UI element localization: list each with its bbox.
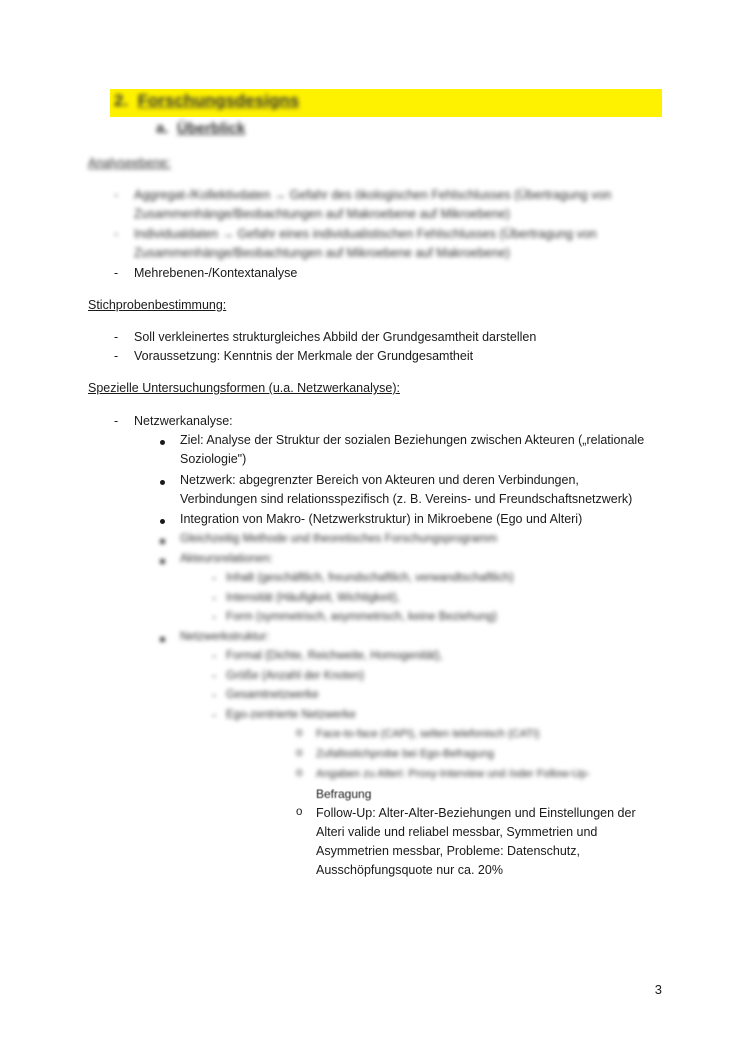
circle-bullet-icon: o [296, 727, 303, 739]
circle-bullet-icon: o [296, 806, 303, 818]
relation-item-2: Intensität (Häufigkeit, Wichtigkeit), [226, 592, 400, 604]
dash-marker: - [114, 227, 119, 241]
ego-item-3-cont: Befragung [316, 787, 372, 801]
dash-marker: - [212, 708, 217, 722]
ego-item-1: Face-to-face (CAPI), selten telefonisch (CATI) [316, 728, 540, 740]
struktur-item-1: Formal (Dichte, Reichweite, Homogenität), [226, 650, 443, 662]
subsection-heading: a. Überblick [156, 120, 246, 137]
dash-marker: - [212, 591, 217, 605]
ego-item-2: Zufallsstichprobe bei Ego-Befragung [316, 748, 494, 760]
analyse-item-2: Individualdaten → Gefahr eines individualistischen Fehlschlusses (Übertragung von Zusammenhänge/Beobachtungen auf Mikroebene auf Makroebene) [134, 227, 597, 260]
analyse-title: Analyseebene: [88, 156, 171, 170]
bullet-item-2: Netzwerk: abgegrenzter Bereich von Akteuren und deren Verbindungen, Verbindungen sind relationsspezifisch (z. B. Vereins- und Freundschaftsnetzwerk) [180, 473, 633, 506]
speziell-title: Spezielle Untersuchungsformen (u.a. Netzwerkanalyse): [88, 381, 400, 395]
struktur-item-2: Größe (Anzahl der Knoten) [226, 670, 365, 682]
struktur-item-4: Ego-zentrierte Netzwerke [226, 709, 356, 721]
dash-marker: - [212, 571, 217, 585]
followup-item: Follow-Up: Alter-Alter-Beziehungen und Einstellungen der Alteri valide und reliabel messbar, Symmetrien und Asymmetrien messbar, Probleme: Datenschutz, Ausschöpfungsquote nur ca. 20% [316, 806, 636, 877]
dash-marker: - [114, 414, 119, 428]
analyse-item-3: Mehrebenen-/Kontextanalyse [134, 266, 298, 280]
dash-marker: - [114, 349, 119, 363]
relation-item-3: Form (symmetrisch, asymmetrisch, keine Beziehung) [226, 611, 497, 623]
bullet-icon [160, 440, 165, 445]
relation-item-1: Inhalt (geschäftlich, freundschaftlich, verwandtschaftlich) [226, 572, 514, 584]
bullet-icon [160, 637, 165, 642]
struktur-label: Netzwerkstruktur: [180, 631, 270, 643]
stichprobe-title: Stichprobenbestimmung: [88, 298, 227, 312]
bullet-icon [160, 480, 165, 485]
section-heading: 2. Forschungsdesigns [114, 91, 300, 110]
bullet-icon [160, 559, 165, 564]
bullet-item-1: Ziel: Analyse der Struktur der sozialen Beziehungen zwischen Akteuren („relationale Soziologie") [180, 433, 645, 466]
bullet-icon [160, 519, 165, 524]
analyse-item-1: Aggregat-/Kollektivdaten → Gefahr des ökologischen Fehlschlusses (Übertragung von Zusammenhänge/Beobachtungen auf Makroebene auf Mikroebene) [134, 188, 612, 221]
ego-item-3: Angaben zu Alteri: Proxy-Interview und /oder Follow-Up- [316, 768, 590, 780]
circle-bullet-icon: o [296, 767, 303, 779]
stichprobe-item-2: Voraussetzung: Kenntnis der Merkmale der Grundgesamtheit [134, 349, 474, 363]
bullet-icon [160, 539, 165, 544]
bullet-item-5: Akteursrelationen: [180, 553, 273, 565]
struktur-item-3: Gesamtnetzwerke [226, 689, 319, 701]
dash-marker: - [212, 669, 217, 683]
dash-marker: - [114, 188, 119, 202]
page-number: 3 [654, 982, 662, 997]
bullet-item-3: Integration von Makro- (Netzwerkstruktur) in Mikroebene (Ego und Alteri) [180, 512, 583, 526]
dash-marker: - [212, 649, 217, 663]
dash-marker: - [212, 610, 217, 624]
dash-marker: - [114, 330, 119, 344]
dash-marker: - [212, 688, 217, 702]
bullet-item-4: Gleichzeitig Methode und theoretisches Forschungsprogramm [180, 533, 498, 545]
stichprobe-item-1: Soll verkleinertes strukturgleiches Abbild der Grundgesamtheit darstellen [134, 330, 537, 344]
netzwerk-label: Netzwerkanalyse: [134, 414, 233, 428]
circle-bullet-icon: o [296, 747, 303, 759]
dash-marker: - [114, 266, 119, 280]
